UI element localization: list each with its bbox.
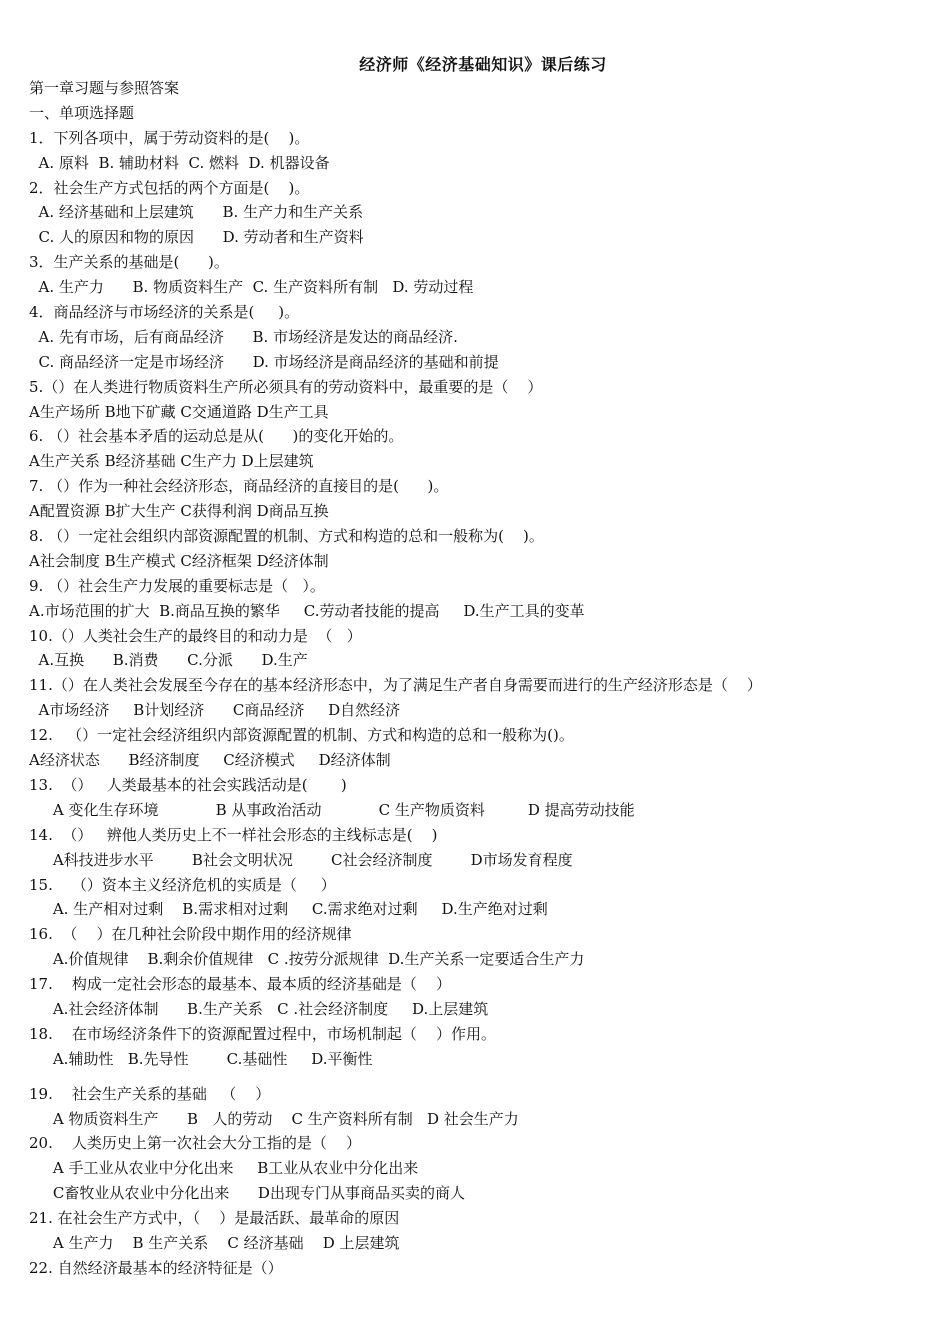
text-line: A配置资源 B扩大生产 C获得利润 D商品互换: [29, 502, 329, 521]
text-line: C. 商品经济一定是市场经济 D. 市场经济是商品经济的基础和前提: [29, 352, 499, 371]
text-line: 第一章习题与参照答案: [29, 79, 180, 97]
text-line: 7. （）作为一种社会经济形态，商品经济的直接目的是( )。: [29, 477, 449, 496]
document-title: 经济师《经济基础知识》课后练习: [359, 55, 607, 74]
text-line: C畜牧业从农业中分化出来 D出现专门从事商品买卖的商人: [29, 1184, 465, 1203]
text-line: 16. （ ）在几种社会阶段中期作用的经济规律: [29, 925, 352, 944]
text-line: 4．商品经济与市场经济的关系是( )。: [29, 303, 300, 322]
text-line: 15. （）资本主义经济危机的实质是（ ）: [29, 875, 336, 894]
text-line: A经济状态 B经济制度 C经济模式 D经济体制: [29, 751, 391, 770]
text-line: 一、单项选择题: [29, 103, 135, 122]
document-body: [29, 76, 929, 1281]
text-line: 21. 在社会生产方式中，（ ）是最活跃、最革命的原因: [29, 1209, 400, 1228]
text-line: A市场经济 B计划经济 C商品经济 D自然经济: [29, 701, 401, 720]
text-line: 9. （）社会生产力发展的重要标志是（ ）。: [29, 576, 325, 595]
text-line: 14. （） 辨他人类历史上不一样社会形态的主线标志是( ): [29, 825, 438, 844]
text-line: A 手工业从农业中分化出来 B工业从农业中分化出来: [29, 1159, 419, 1178]
text-line: 2．社会生产方式包括的两个方面是( )。: [29, 178, 310, 197]
text-line: A 变化生存环境 B 从事政治活动 C 生产物质资料 D 提高劳动技能: [29, 800, 635, 819]
text-line: 20. 人类历史上第一次社会大分工指的是（ ）: [29, 1134, 362, 1153]
text-line: A.价值规律 B.剩余价值规律 C .按劳分派规律 D.生产关系一定要适合生产力: [29, 950, 585, 969]
text-line: A.互换 B.消费 C.分派 D.生产: [29, 651, 308, 670]
text-line: A. 原料 B. 辅助材料 C. 燃料 D. 机器设备: [29, 153, 330, 172]
text-line: 1．下列各项中，属于劳动资料的是( )。: [29, 128, 310, 147]
text-line: A.市场范围的扩大 B.商品互换的繁华 C.劳动者技能的提高 D.生产工具的变革: [29, 601, 585, 620]
text-line: A生产场所 B地下矿藏 C交通道路 D生产工具: [29, 402, 329, 421]
text-line: 17. 构成一定社会形态的最基本、最本质的经济基础是（ ）: [29, 975, 452, 994]
text-line: A. 经济基础和上层建筑 B. 生产力和生产关系: [29, 203, 364, 222]
text-line: 13. （） 人类最基本的社会实践活动是( ): [29, 775, 347, 794]
text-line: A社会制度 B生产模式 C经济框架 D经济体制: [29, 551, 329, 570]
text-line: A. 生产力 B. 物质资料生产 C. 生产资料所有制 D. 劳动过程: [29, 278, 474, 297]
text-line: A.辅助性 B.先导性 C.基础性 D.平衡性: [29, 1049, 373, 1068]
text-line: C. 人的原因和物的原因 D. 劳动者和生产资料: [29, 228, 364, 247]
blank-line: [29, 1072, 929, 1082]
text-line: A.社会经济体制 B.生产关系 C .社会经济制度 D.上层建筑: [29, 999, 489, 1018]
text-line: A. 先有市场，后有商品经济 B. 市场经济是发达的商品经济.: [29, 327, 458, 346]
text-line: 5.（）在人类进行物质资料生产所必须具有的劳动资料中，最重要的是（ ）: [29, 377, 543, 396]
text-line: A 生产力 B 生产关系 C 经济基础 D 上层建筑: [29, 1233, 400, 1252]
text-line: 18. 在市场经济条件下的资源配置过程中，市场机制起（ ）作用。: [29, 1024, 497, 1043]
text-line: 6. （）社会基本矛盾的运动总是从( )的变化开始的。: [29, 427, 404, 446]
text-line: A 物质资料生产 B 人的劳动 C 生产资料所有制 D 社会生产力: [29, 1109, 519, 1128]
text-line: 10.（）人类社会生产的最终目的和动力是 （ ）: [29, 626, 362, 645]
text-line: A. 生产相对过剩 B.需求相对过剩 C.需求绝对过剩 D.生产绝对过剩: [29, 900, 548, 919]
text-line: 3．生产关系的基础是( )。: [29, 253, 229, 272]
text-line: 19. 社会生产关系的基础 （ ）: [29, 1084, 271, 1103]
text-line: 12. （）一定社会经济组织内部资源配置的机制、方式和构造的总和一般称为()。: [29, 726, 574, 745]
text-line: 8. （）一定社会组织内部资源配置的机制、方式和构造的总和一般称为( )。: [29, 527, 544, 546]
text-line: A科技进步水平 B社会文明状况 C社会经济制度 D市场发育程度: [29, 850, 573, 869]
text-line: 22. 自然经济最基本的经济特征是（）: [29, 1258, 283, 1277]
text-line: 11.（）在人类社会发展至今存在的基本经济形态中，为了满足生产者自身需要而进行的生产经济形态是（ ）: [29, 676, 762, 695]
text-line: A生产关系 B经济基础 C生产力 D上层建筑: [29, 452, 314, 471]
